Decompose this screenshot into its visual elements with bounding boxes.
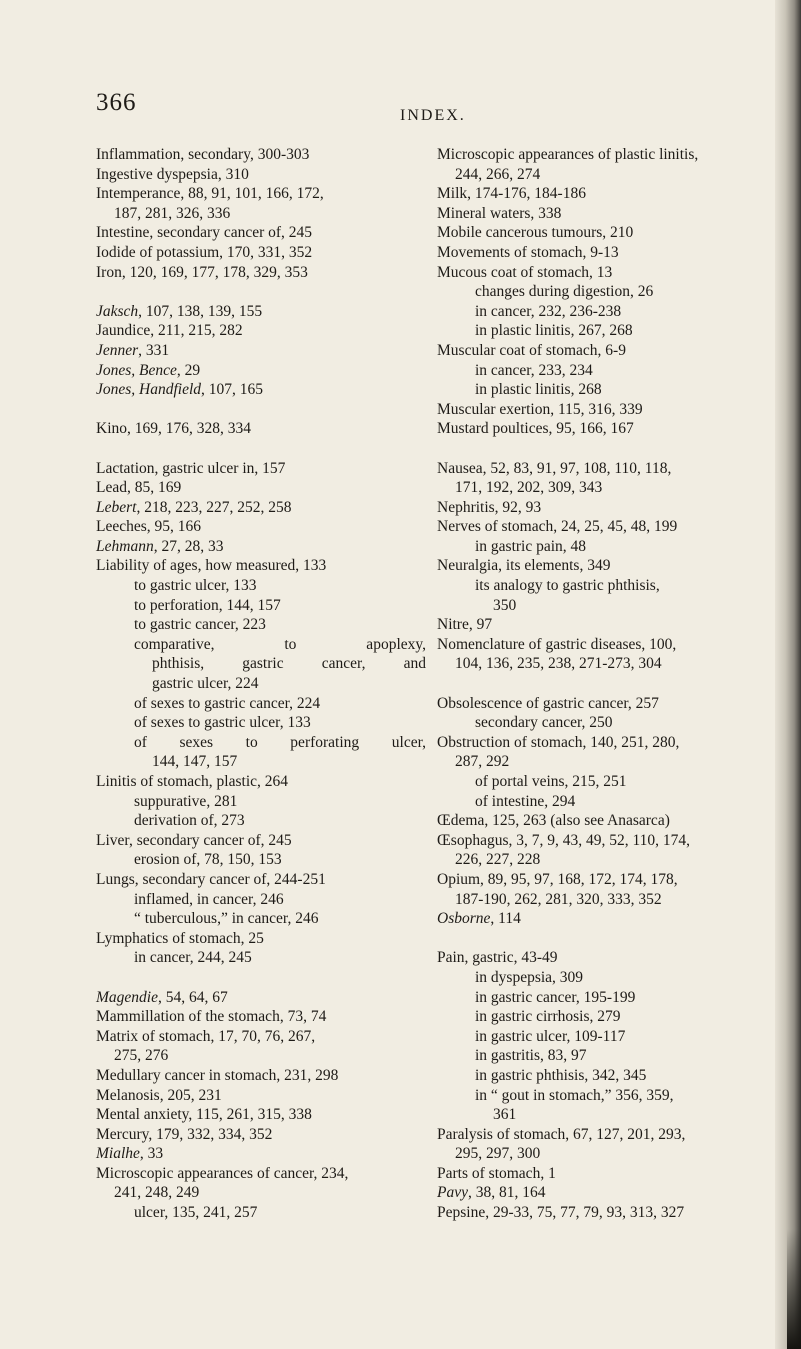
index-entry: Pepsine, 29-33, 75, 77, 79, 93, 313, 327 — [437, 1204, 685, 1222]
index-entry: Mustard poultices, 95, 166, 167 — [437, 420, 634, 438]
index-entry: of intestine, 294 — [475, 792, 576, 810]
page-number: 366 — [96, 89, 137, 116]
index-entry: Movements of stomach, 9-13 — [437, 243, 619, 261]
index-entry: Mucous coat of stomach, 13 — [437, 263, 613, 281]
running-head: INDEX. — [400, 107, 466, 124]
index-entry: Mammillation of the stomach, 73, 74 — [96, 1008, 327, 1026]
index-entry: 287, 292 — [455, 753, 510, 771]
index-entry: in plastic linitis, 268 — [475, 381, 602, 399]
index-entry: 244, 266, 274 — [455, 165, 541, 183]
index-entry: inflamed, in cancer, 246 — [134, 890, 284, 908]
index-entry: Parts of stomach, 1 — [437, 1164, 556, 1182]
index-entry: 187, 281, 326, 336 — [114, 204, 231, 222]
index-entry: in dyspepsia, 309 — [475, 968, 584, 986]
index-entry: 275, 276 — [114, 1047, 169, 1065]
index-entry: Œsophagus, 3, 7, 9, 43, 49, 52, 110, 174, — [437, 831, 691, 849]
index-entry: Matrix of stomach, 17, 70, 76, 267, — [96, 1027, 316, 1045]
index-entry: Obstruction of stomach, 140, 251, 280, — [437, 733, 680, 751]
index-entry: in plastic linitis, 267, 268 — [475, 322, 633, 340]
index-entry: Nomenclature of gastric diseases, 100, — [437, 635, 677, 653]
index-entry: Lehmann, 27, 28, 33 — [96, 537, 224, 555]
index-entry: in gastric pain, 48 — [475, 537, 587, 555]
index-entry: Lungs, secondary cancer of, 244-251 — [96, 870, 326, 888]
index-entry: Muscular coat of stomach, 6-9 — [437, 341, 626, 359]
index-entry: Lebert, 218, 223, 227, 252, 258 — [96, 498, 292, 516]
index-entry: Liver, secondary cancer of, 245 — [96, 831, 292, 849]
index-entry: Magendie, 54, 64, 67 — [96, 988, 228, 1006]
index-entry: Microscopic appearances of cancer, 234, — [96, 1164, 349, 1182]
index-entry: Nerves of stomach, 24, 25, 45, 48, 199 — [437, 518, 678, 536]
index-entry: derivation of, 273 — [134, 812, 245, 830]
index-entry: in cancer, 232, 236-238 — [475, 302, 622, 320]
index-column-left — [96, 145, 426, 1223]
index-entry: 171, 192, 202, 309, 343 — [455, 479, 603, 497]
index-entry: Mobile cancerous tumours, 210 — [437, 224, 634, 242]
index-entry: Jones, Handfield, 107, 165 — [96, 381, 264, 399]
index-entry: Milk, 174-176, 184-186 — [437, 185, 586, 203]
index-entry: erosion of, 78, 150, 153 — [134, 851, 282, 869]
page-edge-dark-corner — [787, 1229, 801, 1349]
index-entry: Jaksch, 107, 138, 139, 155 — [96, 302, 263, 320]
index-entry: Iron, 120, 169, 177, 178, 329, 353 — [96, 263, 308, 281]
index-entry: 187-190, 262, 281, 320, 333, 352 — [455, 890, 662, 908]
index-entry: Kino, 169, 176, 328, 334 — [96, 420, 251, 438]
index-entry: Melanosis, 205, 231 — [96, 1086, 222, 1104]
index-entry: in gastric ulcer, 109-117 — [475, 1027, 626, 1045]
index-entry: “ tuberculous,” in cancer, 246 — [134, 910, 319, 928]
index-entry: changes during digestion, 26 — [475, 283, 654, 301]
index-entry: in gastric phthisis, 342, 345 — [475, 1066, 647, 1084]
index-entry: of sexes to gastric cancer, 224 — [134, 694, 321, 712]
index-entry: Lymphatics of stomach, 25 — [96, 929, 264, 947]
index-entry: Pavy, 38, 81, 164 — [437, 1184, 546, 1202]
index-entry: 361 — [493, 1106, 517, 1124]
index-entry: of portal veins, 215, 251 — [475, 773, 627, 790]
index-entry: Mialhe, 33 — [96, 1145, 164, 1163]
index-entry: in “ gout in stomach,” 356, 359, — [475, 1086, 674, 1104]
index-entry: Liability of ages, how measured, 133 — [96, 557, 327, 575]
index-entry: in cancer, 244, 245 — [134, 949, 252, 967]
index-entry: Intemperance, 88, 91, 101, 166, 172, — [96, 185, 324, 203]
index-entry: Ingestive dyspepsia, 310 — [96, 165, 249, 183]
index-entry: Neuralgia, its elements, 349 — [437, 557, 611, 575]
index-entry: Jenner, 331 — [96, 341, 170, 359]
index-entry: Osborne, 114 — [437, 910, 521, 928]
index-entry: Nausea, 52, 83, 91, 97, 108, 110, 118, — [437, 459, 672, 477]
index-entry: Nitre, 97 — [437, 616, 493, 634]
index-entry: to perforation, 144, 157 — [134, 596, 281, 614]
index-entry: comparative, to apoplexy, — [134, 635, 426, 653]
index-entry: in cancer, 233, 234 — [475, 361, 593, 379]
index-entry: Mental anxiety, 115, 261, 315, 338 — [96, 1106, 312, 1124]
index-entry: Medullary cancer in stomach, 231, 298 — [96, 1066, 339, 1084]
index-entry: Lead, 85, 169 — [96, 479, 182, 497]
index-entry: in gastric cancer, 195-199 — [475, 988, 636, 1006]
index-entry: Microscopic appearances of plastic linitis, — [437, 146, 699, 163]
index-entry: 241, 248, 249 — [114, 1184, 200, 1202]
index-entry: Iodide of potassium, 170, 331, 352 — [96, 243, 313, 261]
index-entry: Œdema, 125, 263 (also see Anasarca) — [437, 812, 670, 830]
index-entry: Lactation, gastric ulcer in, 157 — [96, 459, 286, 477]
index-entry: 144, 147, 157 — [152, 753, 238, 771]
index-entry: ulcer, 135, 241, 257 — [134, 1204, 258, 1222]
index-entry: Inflammation, secondary, 300-303 — [96, 146, 310, 163]
index-entry: Mineral waters, 338 — [437, 204, 562, 222]
index-entry: secondary cancer, 250 — [475, 714, 613, 732]
index-entry: 295, 297, 300 — [455, 1145, 541, 1163]
index-entry: Leeches, 95, 166 — [96, 518, 202, 536]
index-entry: Mercury, 179, 332, 334, 352 — [96, 1125, 273, 1143]
index-entry: Obsolescence of gastric cancer, 257 — [437, 694, 659, 712]
index-entry: Jones, Bence, 29 — [96, 361, 201, 379]
index-entry: 226, 227, 228 — [455, 851, 541, 869]
index-entry: of sexes to gastric ulcer, 133 — [134, 714, 311, 732]
index-entry: Intestine, secondary cancer of, 245 — [96, 224, 313, 242]
index-entry: Nephritis, 92, 93 — [437, 498, 542, 516]
index-entry: Opium, 89, 95, 97, 168, 172, 174, 178, — [437, 870, 678, 888]
index-entry: Pain, gastric, 43-49 — [437, 949, 558, 967]
index-entry: Linitis of stomach, plastic, 264 — [96, 773, 289, 790]
index-entry: suppurative, 281 — [134, 792, 238, 810]
index-entry: in gastric cirrhosis, 279 — [475, 1008, 621, 1026]
index-column-right — [437, 145, 782, 1223]
index-entry: to gastric cancer, 223 — [134, 616, 266, 634]
index-entry: to gastric ulcer, 133 — [134, 577, 257, 595]
index-entry: Muscular exertion, 115, 316, 339 — [437, 400, 643, 418]
index-entry: its analogy to gastric phthisis, — [475, 577, 660, 595]
index-entry: phthisis, gastric cancer, and — [152, 655, 426, 673]
index-entry: 104, 136, 235, 238, 271-273, 304 — [455, 655, 662, 673]
index-entry: 350 — [493, 596, 517, 614]
index-entry: in gastritis, 83, 97 — [475, 1047, 587, 1065]
index-entry: gastric ulcer, 224 — [152, 675, 259, 693]
index-entry: Paralysis of stomach, 67, 127, 201, 293, — [437, 1125, 686, 1143]
index-entry: Jaundice, 211, 215, 282 — [96, 322, 243, 340]
index-entry: of sexes to perforating ulcer, — [134, 733, 426, 751]
